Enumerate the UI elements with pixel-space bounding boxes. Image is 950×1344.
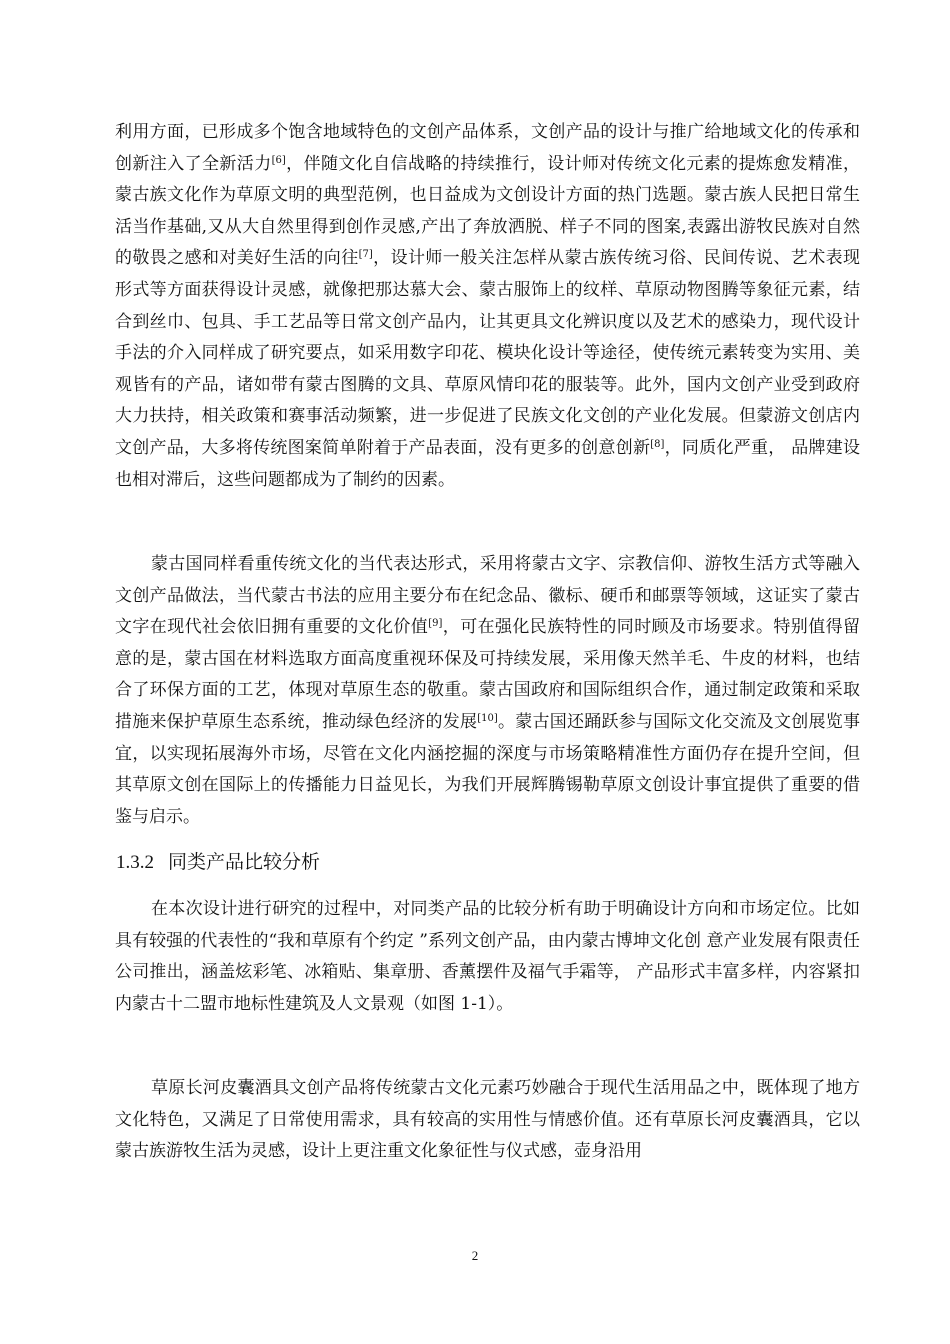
section-title: 同类产品比较分析 <box>168 851 321 873</box>
citation-6[interactable]: [6] <box>271 154 286 166</box>
paragraph-1-text-a: 利用方面，已形成多个饱含地域特色的文创产品体系，文创产品的设计与推广给地域文化的传承和创新注入了全新活力 <box>115 122 860 174</box>
paragraph-2-text-b: ，可在强化民族特性的同时顾及市场要求。特别值得留意的是，蒙古国在材料选取方面高度重视环保及可持续发展，采用像天然羊毛、牛皮的材料，也结合了环保方面的工艺，体现对草原生态的敬重。蒙古国政府和国际组织合作，通过制定政策和采取措施来保护草原生态系统，推动绿色经济的发展 <box>115 617 861 732</box>
paragraph-3: 在本次设计进行研究的过程中，对同类产品的比较分析有助于明确设计方向和市场定位。比如具有较强的代表性的“我和草原有个约定 ”系列文创产品，由内蒙古博坤文化创 意产业发展有限责任公司推出，涵盖炫彩笔、冰箱贴、集章册、香薰摆件及福气手霜等， 产品形式丰富多样，内容紧扣内蒙古十二盟市地标性建筑及人文景观（如图 1-1）。 <box>115 899 860 1014</box>
citation-9[interactable]: [9] <box>428 618 443 630</box>
paragraph-2-text-a: 蒙古国同样看重传统文化的当代表达形式，采用将蒙古文字、宗教信仰、游牧生活方式等融入文创产品做法，当代蒙古书法的应用主要分布在纪念品、徽标、硬币和邮票等领域，这证实了蒙古文字在现代社会依旧拥有重要的文化价值 <box>115 554 860 638</box>
citation-8[interactable]: [8] <box>650 438 665 450</box>
paragraph-1 <box>115 117 860 496</box>
paragraph-1-text-c: ，设计师一般关注怎样从蒙古族传统习俗、民间传说、艺术表现形式等方面获得设计灵感，就像把那达慕大会、蒙古服饰上的纹样、草原动物图腾等象征元素，结合到丝巾、包具、手工艺品等日常文创产品内，让其更具文化辨识度以及艺术的感染力，现代设计手法的介入同样成了研究要点，如采用数字印花、模块化设计等途径，使传统元素转变为实用、美观皆有的产品，诸如带有蒙古图腾的文具、草原风情印花的服装等。此外，国内文创产业受到政府大力扶持，相关政策和赛事活动频繁，进一步促进了民族文化文创的产业化发展。但蒙游文创店内文创产品，大多将传统图案简单附着于产品表面，没有更多的创意创新 <box>115 248 860 458</box>
citation-7[interactable]: [7] <box>358 249 373 261</box>
section-heading <box>116 847 320 878</box>
paragraph-4: 草原长河皮囊酒具文创产品将传统蒙古文化元素巧妙融合于现代生活用品之中，既体现了地方文化特色，又满足了日常使用需求，具有较高的实用性与情感价值。还有草原长河皮囊酒具，它以蒙古族游牧生活为灵感，设计上更注重文化象征性与仪式感，壶身沿用 <box>115 1078 860 1162</box>
section-number: 1.3.2 <box>116 852 154 873</box>
citation-10[interactable]: [10] <box>477 712 498 724</box>
paragraph-2 <box>115 549 860 833</box>
page-number: 2 <box>471 1248 479 1263</box>
paragraph-2-text-c: 。蒙古国还踊跃参与国际文化交流及文创展览事宜，以实现拓展海外市场，尽管在文化内涵挖掘的深度与市场策略精准性方面仍存在提升空间，但其草原文创在国际上的传播能力日益见长，为我们开展辉腾锡勒草原文创设计事宜提供了重要的借鉴与启示。 <box>115 711 860 827</box>
paragraph-1-text-d: ，同质化严重， 品牌建设也相对滞后，这些问题都成为了制约的因素。 <box>115 437 860 490</box>
paragraph-1-text-b: ，伴随文化自信战略的持续推行，设计师对传统文化元素的提炼愈发精准，蒙古族文化作为草原文明的典型范例，也日益成为文创设计方面的热门选题。蒙古族人民把日常生活当作基础,又从大自然里得到创作灵感,产出了奔放洒脱、样子不同的图案,表露出游牧民族对自然的敬畏之感和对美好生活的向往 <box>115 153 861 269</box>
